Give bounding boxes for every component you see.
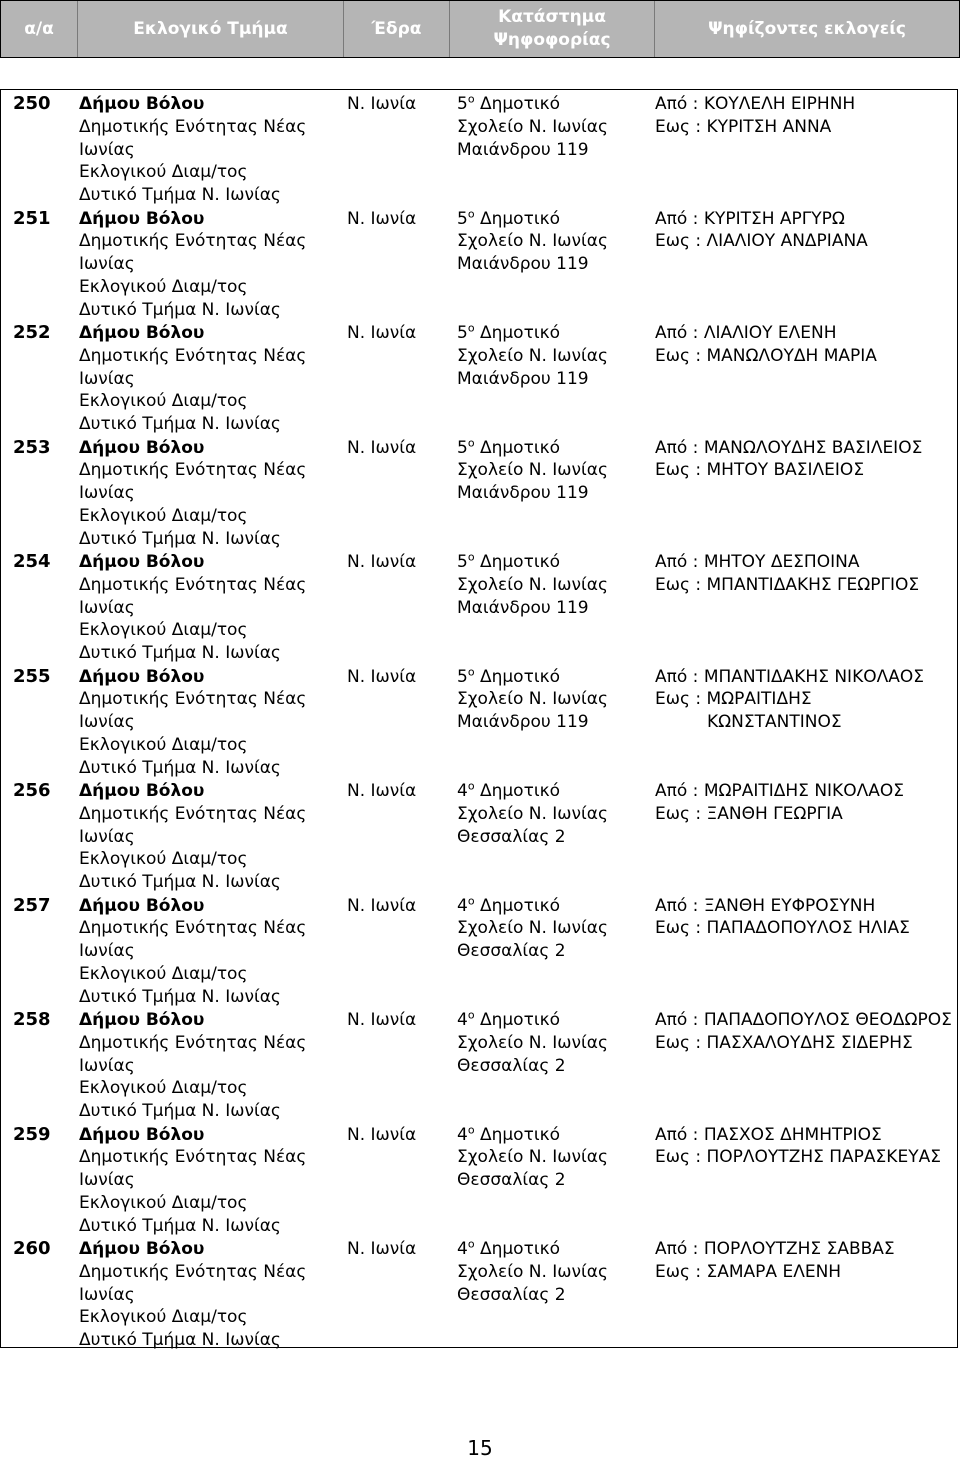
school-number: 4 [457,781,468,801]
voters-from [655,666,955,689]
school-name-line [457,1238,647,1261]
school-ordinal: ο [467,550,475,564]
desc-district: Εκλογικού Διαμ/τος [79,849,248,870]
desc-municipality: Δήμου Βόλου [79,208,205,229]
to-name: ΜΩΡΑΙΤΙΔΗΣ [706,689,812,710]
desc-municipality: Δήμου Βόλου [79,1239,205,1259]
school-ordinal: ο [467,1122,475,1136]
desc-district: Εκλογικού Διαμ/τος [79,963,248,984]
voters-range [655,1238,955,1284]
desc-district: Εκλογικού Διαμ/τος [79,620,248,641]
from-label: Από : [655,781,704,801]
school-name-line [457,322,647,345]
table-row [1,892,957,1007]
school-line2: Σχολείο Ν. Ιωνίας [457,1147,608,1168]
desc-municipality: Δήμου Βόλου [79,666,205,687]
voters-to-cont: ΚΩΝΣΤΑΝΤΙΝΟΣ [707,712,842,733]
desc-municipality: Δήμου Βόλου [79,323,205,343]
voters-from [655,551,955,574]
desc-unit-cont: Ιωνίας [79,368,135,389]
school-word: Δημοτικό [474,1010,560,1030]
polling-station [457,93,647,161]
school-number: 4 [457,895,468,916]
voters-to [655,1146,955,1169]
section-description [79,322,341,436]
desc-unit: Δημοτικής Ενότητας Νέας [79,1147,307,1168]
desc-unit-cont: Ιωνίας [79,1284,135,1305]
desc-section: Δυτικό Τμήμα Ν. Ιωνίας [79,185,281,206]
voters-from [655,93,955,116]
school-number: 5 [457,323,468,343]
polling-station [457,208,647,276]
polling-station [457,895,647,963]
to-name: ΠΑΣΧΑΛΟΥΔΗΣ ΣΙΔΕΡΗΣ [706,1032,913,1053]
school-ordinal: ο [467,435,475,449]
header-polling-station-line2: Ψηφοφορίας [493,30,611,50]
seat-city: Ν. Ιωνία [347,552,417,572]
to-label: Εως : [655,1032,707,1053]
school-word: Δημοτικό [474,437,560,458]
row-number: 251 [13,207,51,229]
voters-from [655,208,955,231]
section-description [79,551,341,665]
school-number: 4 [457,1239,468,1259]
school-ordinal: ο [467,92,475,106]
section-description [79,780,341,894]
from-name: ΠΟΡΛΟΥΤΖΗΣ ΣΑΒΒΑΣ [703,1239,895,1259]
polling-station [457,666,647,734]
school-address: Θεσσαλίας 2 [457,1055,566,1076]
from-name: ΜΑΝΩΛΟΥΔΗΣ ΒΑΣΙΛΕΙΟΣ [703,437,923,458]
school-address: Μαιάνδρου 119 [457,483,589,504]
to-label: Εως : [655,1261,707,1282]
polling-station [457,1238,647,1306]
desc-district: Εκλογικού Διαμ/τος [79,1307,248,1328]
desc-unit-cont: Ιωνίας [79,1170,135,1191]
school-address: Θεσσαλίας 2 [457,826,566,847]
desc-unit-cont: Ιωνίας [79,254,135,275]
section-description [79,1124,341,1238]
voters-range [655,895,955,941]
table-header [0,0,960,58]
desc-district: Εκλογικού Διαμ/τος [79,1192,248,1213]
desc-section: Δυτικό Τμήμα Ν. Ιωνίας [79,414,281,435]
polling-station [457,1009,647,1077]
from-name: ΠΑΠΑΔΟΠΟΥΛΟΣ ΘΕΟΔΩΡΟΣ [703,1010,952,1030]
from-label: Από : [655,895,704,916]
voters-from [655,1124,955,1147]
voters-range [655,322,955,368]
school-ordinal: ο [467,893,475,907]
desc-municipality: Δήμου Βόλου [79,94,205,114]
school-name-line [457,780,647,803]
desc-district: Εκλογικού Διαμ/τος [79,391,248,412]
voters-to [655,917,955,940]
school-word: Δημοτικό [474,1124,560,1145]
voters-from [655,322,955,345]
header-polling-station [450,1,655,57]
desc-unit-cont: Ιωνίας [79,941,135,962]
desc-municipality: Δήμου Βόλου [79,781,205,801]
to-label: Εως : [655,689,707,710]
desc-section: Δυτικό Τμήμα Ν. Ιωνίας [79,528,281,549]
from-name: ΚΥΡΙΤΣΗ ΑΡΓΥΡΩ [703,208,845,229]
table-row [1,777,957,892]
desc-municipality: Δήμου Βόλου [79,895,205,916]
desc-unit-cont: Ιωνίας [79,139,135,160]
desc-municipality: Δήμου Βόλου [79,552,205,572]
from-label: Από : [655,666,704,687]
from-label: Από : [655,1239,704,1259]
row-number: 259 [13,1123,51,1145]
header-seat: Έδρα [344,1,450,57]
row-number: 250 [13,93,51,114]
section-description [79,666,341,780]
desc-section: Δυτικό Τμήμα Ν. Ιωνίας [79,872,281,893]
row-number: 258 [13,1009,51,1030]
desc-unit: Δημοτικής Ενότητας Νέας [79,345,307,366]
table-row [1,548,957,663]
section-description [79,93,341,207]
voters-range [655,437,955,483]
voters-to [655,230,955,253]
seat-city: Ν. Ιωνία [347,1239,417,1259]
seat-city: Ν. Ιωνία [347,781,417,801]
school-address: Θεσσαλίας 2 [457,941,566,962]
row-number: 253 [13,436,51,458]
desc-unit: Δημοτικής Ενότητας Νέας [79,689,307,710]
school-word: Δημοτικό [474,895,560,916]
to-label: Εως : [655,1147,707,1168]
voters-range [655,1124,955,1170]
to-label: Εως : [655,574,707,595]
to-name: ΣΑΜΑΡΑ ΕΛΕΝΗ [706,1261,842,1282]
school-word: Δημοτικό [474,666,560,687]
header-aa: α/α [1,1,78,57]
school-address: Μαιάνδρου 119 [457,139,589,160]
school-line2: Σχολείο Ν. Ιωνίας [457,803,608,824]
voters-to [655,803,955,826]
desc-section: Δυτικό Τμήμα Ν. Ιωνίας [79,1330,281,1351]
school-name-line [457,666,647,689]
to-label: Εως : [655,803,707,824]
voters-to [655,574,955,597]
from-name: ΠΑΣΧΟΣ ΔΗΜΗΤΡΙΟΣ [703,1124,882,1145]
to-name: ΚΥΡΙΤΣΗ ΑΝΝΑ [706,116,832,137]
school-name-line [457,895,647,918]
desc-unit: Δημοτικής Ενότητας Νέας [79,116,307,137]
seat-city: Ν. Ιωνία [347,94,417,114]
school-name-line [457,93,647,116]
table-row [1,1006,957,1121]
to-name: ΜΠΑΝΤΙΔΑΚΗΣ ΓΕΩΡΓΙΟΣ [706,574,920,595]
voters-range [655,666,955,734]
voters-from [655,895,955,918]
from-name: ΚΟΥΛΕΛΗ ΕΙΡΗΝΗ [703,94,856,114]
school-number: 4 [457,1010,468,1030]
from-label: Από : [655,552,704,572]
desc-municipality: Δήμου Βόλου [79,437,205,458]
table-row [1,90,957,205]
school-name-line [457,1124,647,1147]
desc-unit: Δημοτικής Ενότητας Νέας [79,918,307,939]
from-name: ΜΗΤΟΥ ΔΕΣΠΟΙΝΑ [703,552,860,572]
school-address: Μαιάνδρου 119 [457,712,589,733]
school-number: 4 [457,1124,468,1145]
school-line2: Σχολείο Ν. Ιωνίας [457,1261,608,1282]
desc-unit: Δημοτικής Ενότητας Νέας [79,1032,307,1053]
school-address: Μαιάνδρου 119 [457,597,589,618]
desc-section: Δυτικό Τμήμα Ν. Ιωνίας [79,643,281,664]
desc-unit-cont: Ιωνίας [79,597,135,618]
desc-district: Εκλογικού Διαμ/τος [79,505,248,526]
voters-from [655,1009,955,1032]
school-ordinal: ο [467,1008,475,1022]
table-row [1,663,957,778]
seat-city: Ν. Ιωνία [347,323,417,343]
desc-section: Δυτικό Τμήμα Ν. Ιωνίας [79,299,281,320]
desc-unit-cont: Ιωνίας [79,826,135,847]
to-name: ΛΙΑΛΙΟΥ ΑΝΔΡΙΑΝΑ [706,231,868,252]
from-name: ΛΙΑΛΙΟΥ ΕΛΕΝΗ [703,323,837,343]
table-row [1,319,957,434]
desc-unit: Δημοτικής Ενότητας Νέας [79,460,307,481]
from-name: ΜΩΡΑΙΤΙΔΗΣ ΝΙΚΟΛΑΟΣ [703,781,904,801]
seat-city: Ν. Ιωνία [347,1010,417,1030]
desc-district: Εκλογικού Διαμ/τος [79,276,248,297]
school-word: Δημοτικό [474,208,560,229]
to-name: ΜΗΤΟΥ ΒΑΣΙΛΕΙΟΣ [706,460,865,481]
header-voters: Ψηφίζοντες εκλογείς [708,18,906,39]
school-ordinal: ο [467,1237,475,1251]
from-label: Από : [655,94,704,114]
row-number: 255 [13,665,51,687]
desc-unit-cont: Ιωνίας [79,712,135,733]
from-label: Από : [655,1124,704,1145]
row-number: 252 [13,322,51,343]
school-name-line [457,208,647,231]
desc-unit: Δημοτικής Ενότητας Νέας [79,803,307,824]
table-row [1,1235,957,1350]
voters-range [655,551,955,597]
desc-section: Δυτικό Τμήμα Ν. Ιωνίας [79,757,281,778]
from-label: Από : [655,1010,704,1030]
desc-unit: Δημοτικής Ενότητας Νέας [79,1261,307,1282]
school-address: Θεσσαλίας 2 [457,1284,566,1305]
desc-section: Δυτικό Τμήμα Ν. Ιωνίας [79,1215,281,1236]
section-description [79,1009,341,1123]
from-name: ΜΠΑΝΤΙΔΑΚΗΣ ΝΙΚΟΛΑΟΣ [703,666,924,687]
row-number: 257 [13,894,51,916]
school-word: Δημοτικό [474,94,560,114]
row-number: 260 [13,1238,51,1259]
from-name: ΞΑΝΘΗ ΕΥΦΡΟΣΥΝΗ [703,895,876,916]
school-name-line [457,551,647,574]
school-line2: Σχολείο Ν. Ιωνίας [457,689,608,710]
school-address: Θεσσαλίας 2 [457,1170,566,1191]
school-ordinal: ο [467,664,475,678]
school-address: Μαιάνδρου 119 [457,368,589,389]
voters-range [655,93,955,139]
to-name: ΜΑΝΩΛΟΥΔΗ ΜΑΡΙΑ [706,345,877,366]
desc-section: Δυτικό Τμήμα Ν. Ιωνίας [79,1101,281,1122]
school-number: 5 [457,208,468,229]
voters-to [655,688,955,711]
to-label: Εως : [655,918,707,939]
school-number: 5 [457,94,468,114]
school-name-line [457,1009,647,1032]
school-line2: Σχολείο Ν. Ιωνίας [457,918,608,939]
voters-range [655,208,955,254]
school-word: Δημοτικό [474,781,560,801]
from-label: Από : [655,323,704,343]
voters-from [655,780,955,803]
school-number: 5 [457,437,468,458]
seat-city: Ν. Ιωνία [347,895,417,916]
to-name: ΠΟΡΛΟΥΤΖΗΣ ΠΑΡΑΣΚΕΥΑΣ [706,1147,941,1168]
voters-to [655,116,955,139]
to-label: Εως : [655,460,707,481]
voters-from [655,437,955,460]
desc-section: Δυτικό Τμήμα Ν. Ιωνίας [79,986,281,1007]
school-line2: Σχολείο Ν. Ιωνίας [457,460,608,481]
desc-unit-cont: Ιωνίας [79,1055,135,1076]
desc-district: Εκλογικού Διαμ/τος [79,734,248,755]
seat-city: Ν. Ιωνία [347,437,417,458]
section-description [79,895,341,1009]
page-number: 15 [467,1436,493,1460]
school-ordinal: ο [467,321,475,335]
section-description [79,208,341,322]
desc-district: Εκλογικού Διαμ/τος [79,1078,248,1099]
voters-from [655,1238,955,1261]
school-ordinal: ο [467,779,475,793]
table-row [1,434,957,549]
electoral-table [0,89,958,1351]
desc-municipality: Δήμου Βόλου [79,1124,205,1145]
voters-to [655,459,955,482]
header-electoral-section: Εκλογικό Τμήμα [78,1,344,57]
desc-district: Εκλογικού Διαμ/τος [79,162,248,183]
school-number: 5 [457,666,468,687]
polling-station [457,1124,647,1192]
table-row [1,205,957,320]
seat-city: Ν. Ιωνία [347,208,417,229]
polling-station [457,551,647,619]
seat-city: Ν. Ιωνία [347,1124,417,1145]
school-address: Μαιάνδρου 119 [457,254,589,275]
to-label: Εως : [655,231,707,252]
to-label: Εως : [655,345,707,366]
school-line2: Σχολείο Ν. Ιωνίας [457,1032,608,1053]
polling-station [457,322,647,390]
desc-municipality: Δήμου Βόλου [79,1010,205,1030]
school-line2: Σχολείο Ν. Ιωνίας [457,345,608,366]
to-name: ΞΑΝΘΗ ΓΕΩΡΓΙΑ [706,803,843,824]
header-polling-station-line1: Κατάστημα [498,7,606,27]
section-description [79,437,341,551]
table-row [1,1121,957,1236]
section-description [79,1238,341,1352]
school-ordinal: ο [467,206,475,220]
school-line2: Σχολείο Ν. Ιωνίας [457,231,608,252]
desc-unit-cont: Ιωνίας [79,483,135,504]
voters-range [655,1009,955,1055]
from-label: Από : [655,437,704,458]
from-label: Από : [655,208,704,229]
school-word: Δημοτικό [474,1239,560,1259]
school-number: 5 [457,552,468,572]
to-label: Εως : [655,116,707,137]
voters-range [655,780,955,826]
voters-to [655,345,955,368]
desc-unit: Δημοτικής Ενότητας Νέας [79,574,307,595]
desc-unit: Δημοτικής Ενότητας Νέας [79,231,307,252]
row-number: 256 [13,780,51,801]
school-name-line [457,437,647,460]
voters-to [655,1032,955,1055]
to-name: ΠΑΠΑΔΟΠΟΥΛΟΣ ΗΛΙΑΣ [706,918,910,939]
school-line2: Σχολείο Ν. Ιωνίας [457,574,608,595]
polling-station [457,780,647,848]
seat-city: Ν. Ιωνία [347,666,417,687]
polling-station [457,437,647,505]
school-word: Δημοτικό [474,552,560,572]
school-word: Δημοτικό [474,323,560,343]
voters-to [655,1261,955,1284]
row-number: 254 [13,551,51,572]
school-line2: Σχολείο Ν. Ιωνίας [457,116,608,137]
